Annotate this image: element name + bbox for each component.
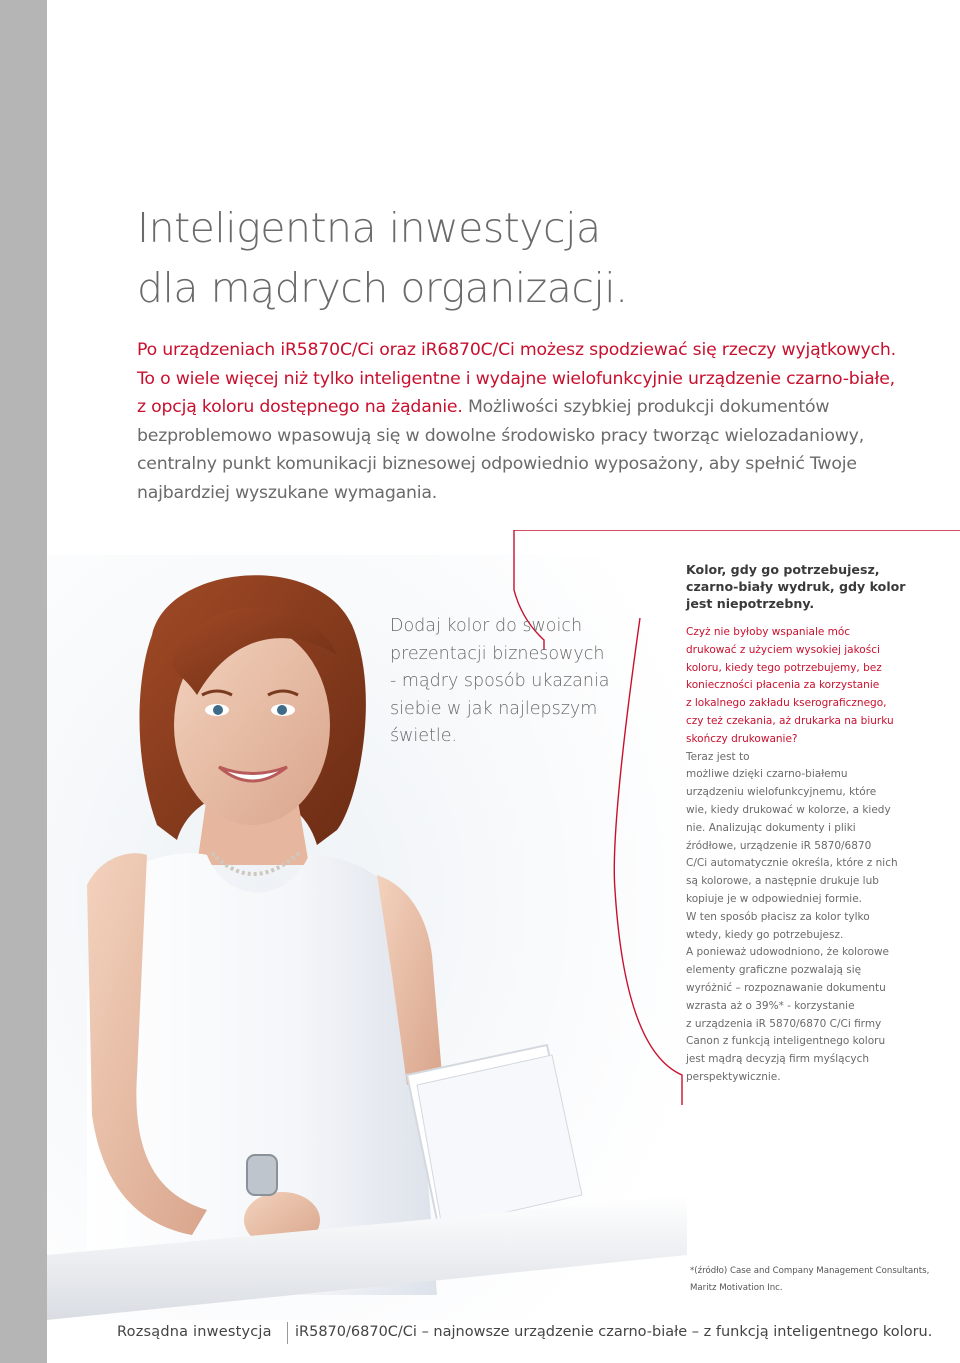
intro-line: najbardziej wyszukane wymagania. bbox=[137, 482, 438, 503]
sidebar-body-line: z urządzenia iR 5870/6870 C/Ci firmy bbox=[686, 1017, 882, 1030]
quote-line: Dodaj kolor do swoich bbox=[390, 616, 583, 636]
sidebar-heading-line: czarno-biały wydruk, gdy kolor bbox=[686, 579, 906, 594]
sidebar-body-line: wie, kiedy drukować w kolorze, a kiedy bbox=[686, 803, 891, 816]
sidebar-heading bbox=[686, 561, 906, 612]
sidebar-heading-line: Kolor, gdy go potrzebujesz, bbox=[686, 562, 880, 577]
page-footer bbox=[47, 1320, 960, 1345]
intro-line: To o wiele więcej niż tylko inteligentne i wydajne wielofunkcyjnie urządzenie czarno-białe, bbox=[137, 368, 895, 389]
sidebar-body-line: Canon z funkcją inteligentnego koloru bbox=[686, 1035, 886, 1048]
title-line-2: dla mądrych organizacji. bbox=[137, 264, 628, 312]
sidebar-body-line: W ten sposób płacisz za kolor tylko bbox=[686, 910, 870, 923]
quote-line: świetle. bbox=[390, 726, 458, 746]
left-grey-band bbox=[0, 0, 47, 1363]
sidebar-body-line: perspektywicznie. bbox=[686, 1070, 781, 1083]
sidebar-body-line: elementy graficzne pozwalają się bbox=[686, 964, 862, 977]
quote-line: prezentacji biznesowych bbox=[390, 643, 605, 664]
sidebar-body-line: źródłowe, urządzenie iR 5870/6870 bbox=[686, 839, 872, 852]
sidebar-body-line: drukować z użyciem wysokiej jakości bbox=[686, 643, 880, 656]
page-title bbox=[137, 198, 628, 318]
sidebar-body-line: C/Ci automatycznie określa, które z nich bbox=[686, 857, 898, 870]
footnote bbox=[690, 1263, 929, 1297]
intro-grey-fragment: Możliwości szybkiej produkcji dokumentów bbox=[462, 397, 830, 418]
sidebar-body-line: wzrasta aż o 39%* - korzystanie bbox=[686, 999, 855, 1012]
quote-line: - mądry sposób ukazania bbox=[390, 671, 610, 691]
intro-red-fragment: z opcją koloru dostępnego na żądanie. bbox=[137, 397, 463, 418]
quote-line: siebie w jak najlepszym bbox=[390, 698, 598, 719]
sidebar-body-line: wyróżnić – rozpoznawanie dokumentu bbox=[686, 981, 886, 994]
sidebar-body-line: urządzeniu wielofunkcyjnemu, które bbox=[686, 786, 877, 799]
sidebar-body-line: są kolorowe, a następnie drukuje lub bbox=[686, 875, 879, 888]
footnote-line-1: *(źródło) Case and Company Management Consultants, bbox=[690, 1266, 930, 1276]
sidebar-body-line: Czyż nie byłoby wspaniale móc bbox=[686, 626, 851, 638]
intro-line: bezproblemowo wpasowują się w dowolne środowisko pracy tworząc wielozadaniowy, bbox=[137, 425, 864, 446]
sidebar-body-line: kopiuje je w odpowiedniej formie. bbox=[686, 892, 863, 905]
sidebar-body-line: wtedy, kiedy go potrzebujesz. bbox=[686, 928, 844, 941]
pull-quote bbox=[390, 613, 620, 751]
footnote-line-2: Maritz Motivation Inc. bbox=[690, 1283, 783, 1293]
intro-paragraph bbox=[137, 336, 927, 508]
intro-line: centralny punkt komunikacji biznesowej odpowiednio wyposażony, aby spełnić Twoje bbox=[137, 454, 857, 475]
sidebar-body-line: jest mądrą decyzją firm myślących bbox=[686, 1053, 870, 1066]
sidebar-body-line: A ponieważ udowodniono, że kolorowe bbox=[686, 946, 890, 959]
sidebar-red-fragment: skończy drukowanie? bbox=[686, 732, 798, 745]
footer-divider bbox=[287, 1322, 288, 1344]
intro-line: Po urządzeniach iR5870C/Ci oraz iR6870C/Ci możesz spodziewać się rzeczy wyjątkowych. bbox=[137, 340, 896, 360]
footer-tagline: iR5870/6870C/Ci – najnowsze urządzenie czarno-białe – z funkcją inteligentnego koloru. bbox=[295, 1324, 933, 1340]
footer-section-title: Rozsądna inwestycja bbox=[117, 1324, 272, 1340]
sidebar-body bbox=[686, 624, 898, 1087]
sidebar-body-line-mixed bbox=[686, 731, 898, 767]
sidebar-heading-line: jest niepotrzebny. bbox=[686, 596, 815, 611]
sidebar-body-line: czy też czekania, aż drukarka na biurku bbox=[686, 714, 894, 727]
sidebar-body-line: koloru, kiedy tego potrzebujemy, bez bbox=[686, 661, 882, 674]
intro-line-mixed bbox=[137, 393, 927, 422]
sidebar-body-line: nie. Analizując dokumenty i pliki bbox=[686, 821, 856, 834]
sidebar-grey-fragment: Teraz jest to bbox=[686, 750, 750, 763]
sidebar-body-line: z lokalnego zakładu kserograficznego, bbox=[686, 697, 887, 710]
sidebar-body-line: możliwe dzięki czarno-białemu bbox=[686, 768, 848, 781]
sidebar-body-line: konieczności płacenia za korzystanie bbox=[686, 679, 880, 692]
title-line-1: Inteligentna inwestycja bbox=[137, 204, 601, 252]
